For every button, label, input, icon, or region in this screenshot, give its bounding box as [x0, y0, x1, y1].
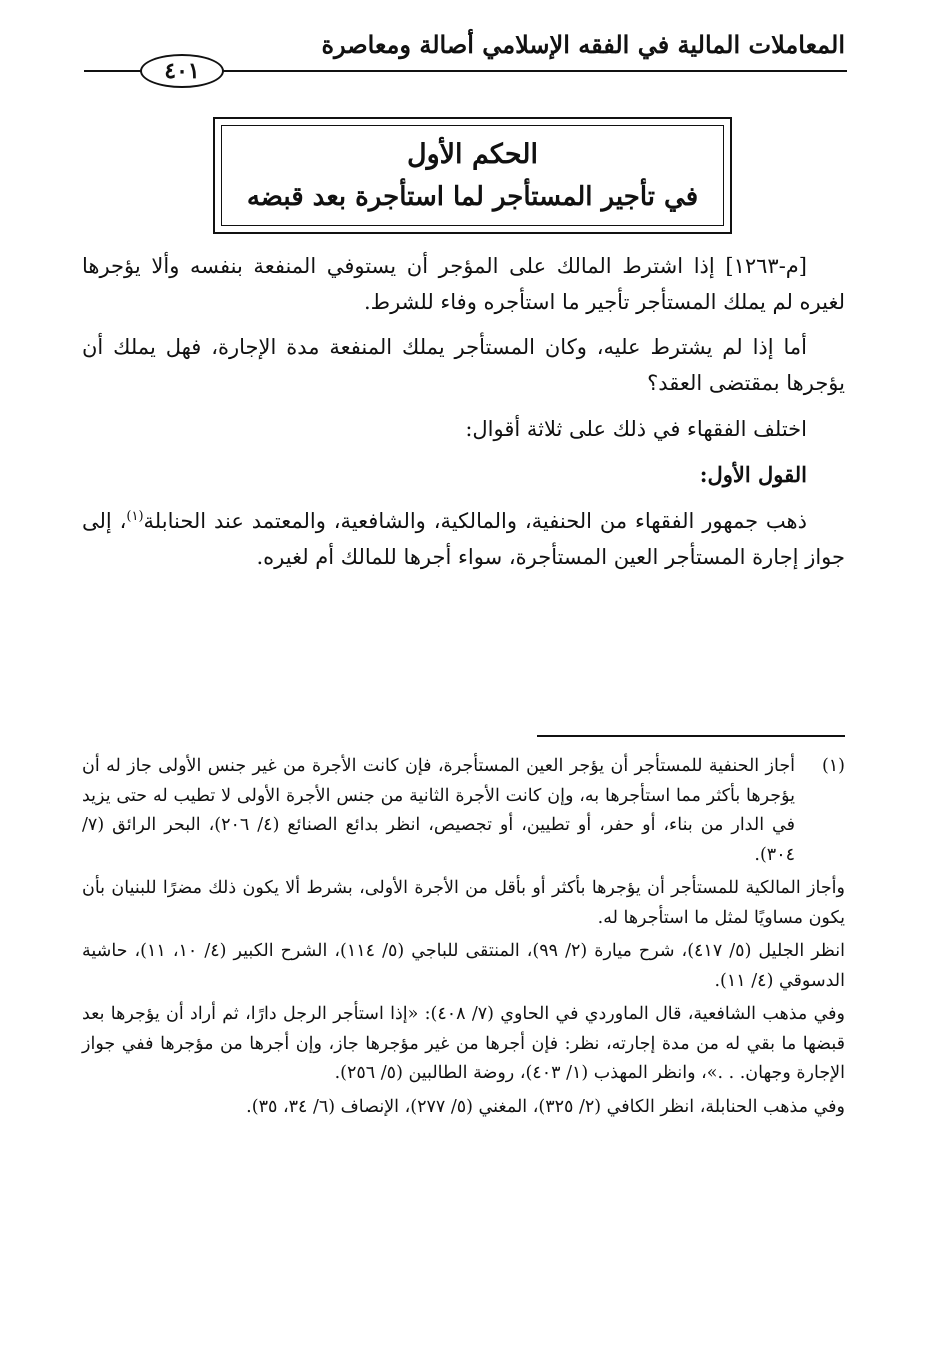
page-number-badge: ٤٠١ — [140, 54, 224, 88]
footnote-shafii: وفي مذهب الشافعية، قال الماوردي في الحاوي (٧/ ٤٠٨): «إذا استأجر الرجل دارًا، ثم أراد أن يؤجرها بعد قبضها ما بقي له من مدة إجارته، نظر: فإن أجرها من غير مؤجرها جاز، وإن أجرها من مؤجرها ففي جواز الإجارة وجهان. . .»، وانظر المهذب (١/ ٤٠٣)، روضة الطالبين (٥/ ٢٥٦). — [82, 1004, 845, 1083]
footnote-maliki-sources: انظر الجليل (٥/ ٤١٧)، شرح ميارة (٢/ ٩٩)، المنتقى للباجي (٥/ ١١٤)، الشرح الكبير (٤/ ١٠، ١١)، حاشية الدسوقي (٤/ ١١). — [82, 941, 846, 991]
body-text — [82, 248, 845, 575]
footnote-marker: (١) — [821, 756, 845, 776]
paragraph-first-opinion — [82, 503, 845, 575]
paragraph-question: أما إذا لم يشترط عليه، وكان المستأجر يملك المنفعة مدة الإجارة، فهل يملك أن يؤجرها بمقتضى العقد؟ — [82, 335, 845, 395]
footnote-hanafi — [82, 752, 845, 870]
footnote-reference: (١) — [126, 509, 144, 524]
paragraph-ruling: [م-١٢٦٣] إذا اشترط المالك على المؤجر أن يستوفي المنفعة بنفسه وألا يؤجرها لغيره لم يملك المستأجر تأجير ما استأجره وفاء للشرط. — [82, 254, 845, 314]
footnote-hanbali: وفي مذهب الحنابلة، انظر الكافي (٢/ ٣٢٥)، المغني (٥/ ٢٧٧)، الإنصاف (٦/ ٣٤، ٣٥). — [246, 1096, 845, 1117]
running-header-title: المعاملات المالية في الفقه الإسلامي أصالة ومعاصرة — [321, 30, 845, 59]
section-title-box — [213, 117, 732, 234]
footnote-separator — [537, 735, 845, 737]
paragraph-disagreement: اختلف الفقهاء في ذلك على ثلاثة أقوال: — [465, 417, 807, 441]
section-title-line-2: في تأجير المستأجر لما استأجرة بعد قبضه — [246, 181, 699, 212]
heading-first-opinion: القول الأول: — [699, 462, 807, 487]
footnote-maliki: وأجاز المالكية للمستأجر أن يؤجرها بأكثر أو بأقل من الأجرة الأولى، بشرط ألا يكون ذلك مضرًا للبنيان بأن يكون مساويًا لمثل ما استأجرها له. — [82, 878, 846, 928]
footnote-hanafi-text: أجاز الحنفية للمستأجر أن يؤجر العين المستأجرة، فإن كانت الأجرة من غير جنس الأولى جاز له أن يؤجرها بأكثر مما استأجرها به، وإن كانت الأجرة الثانية من جنس الأجرة الأولى لا تطيب له حتى يزيد في الدار من بناء، أو حفر، أو تطيين، أو تجصيص، انظر بدائع الصنائع (٤/ ٢٠٦)، البحر الرائق (٧/ ٣٠٤). — [82, 756, 795, 865]
footnotes — [82, 752, 845, 1122]
section-title-frame — [221, 125, 724, 226]
paragraph-first-opinion-text: ذهب جمهور الفقهاء من الحنفية، والمالكية، والشافعية، والمعتمد عند الحنابلة — [143, 509, 807, 533]
section-title-line-1: الحكم الأول — [407, 138, 538, 170]
paragraph-first-opinion-continued: ، إلى جواز إجارة المستأجر العين المستأجرة، سواء أجرها للمالك أم لغيره. — [82, 509, 845, 569]
